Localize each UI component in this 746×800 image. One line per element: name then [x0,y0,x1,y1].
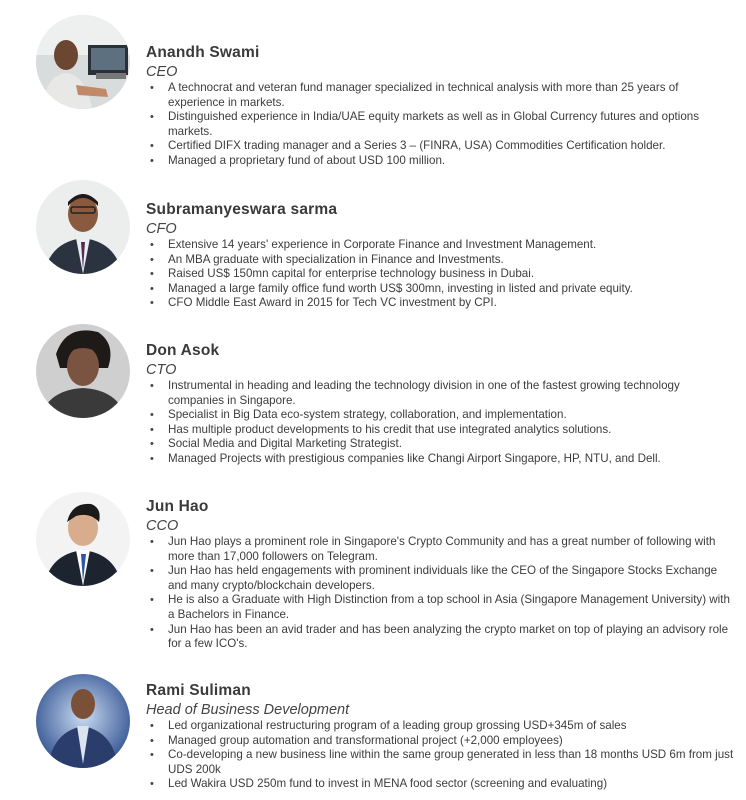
list-item: • Led organizational restructuring program of a leading group grossing USD+345m of sales [146,719,734,734]
avatar [36,674,130,768]
list-item: • Managed group automation and transformational project (+2,000 employees) [146,734,734,749]
member-role: CTO [146,362,177,378]
avatar [36,180,130,274]
list-item: • Specialist in Big Data eco-system strategy, collaboration, and implementation. [146,408,734,423]
member-points [146,379,734,467]
member-name: Anandh Swami [146,44,260,61]
member-info [146,43,734,169]
avatar [36,324,130,418]
avatar [36,15,130,109]
member-points [146,535,734,652]
member-name: Rami Suliman [146,682,251,699]
list-item: • Managed a large family office fund worth US$ 300mn, investing in listed and private equity. [146,282,734,297]
list-item: • Co-developing a new business line within the same group generated in less than 18 months USD 6m from just UDS 200k [146,748,734,777]
list-item: • CFO Middle East Award in 2015 for Tech VC investment by CPI. [146,296,734,311]
member-role: CFO [146,221,177,237]
list-item: • He is also a Graduate with High Distinction from a top school in Asia (Singapore Management University) with a Bachelors in Finance. [146,593,734,622]
list-item: • Instrumental in heading and leading the technology division in one of the fastest growing technology companies in Singapore. [146,379,734,408]
member-role: CEO [146,64,178,80]
member-info [146,341,734,467]
list-item: • Managed a proprietary fund of about USD 100 million. [146,154,734,169]
list-item: • Jun Hao has held engagements with prominent individuals like the CEO of the Singapore Stocks Exchange and many crypto/blockchain developers. [146,564,734,593]
member-role: Head of Business Development [146,702,350,718]
list-item: • Jun Hao has been an avid trader and has been analyzing the crypto market on top of playing an advisory role for a few ICO's. [146,623,734,652]
member-info [146,200,734,311]
avatar [36,492,130,586]
list-item: • Extensive 14 years' experience in Corporate Finance and Investment Management. [146,238,734,253]
member-points [146,238,734,311]
list-item: • Social Media and Digital Marketing Strategist. [146,437,734,452]
list-item: • Raised US$ 150mn capital for enterprise technology business in Dubai. [146,267,734,282]
list-item: • A technocrat and veteran fund manager specialized in technical analysis with more than 25 years of experience in markets. [146,81,734,110]
list-item: • Has multiple product developments to his credit that use integrated analytics solutions. [146,423,734,438]
member-points [146,719,734,792]
list-item: • Managed Projects with prestigious companies like Changi Airport Singapore, HP, NTU, and Dell. [146,452,734,467]
member-info [146,681,734,792]
list-item: • Distinguished experience in India/UAE equity markets as well as in Global Currency futures and options markets. [146,110,734,139]
member-info [146,497,734,652]
member-name: Subramanyeswara sarma [146,201,338,218]
list-item: • An MBA graduate with specialization in Finance and Investments. [146,253,734,268]
member-name: Don Asok [146,342,220,359]
member-name: Jun Hao [146,498,209,515]
member-points [146,81,734,169]
member-role: CCO [146,518,179,534]
list-item: • Led Wakira USD 250m fund to invest in MENA food sector (screening and evaluating) [146,777,734,792]
list-item: • Certified DIFX trading manager and a Series 3 – (FINRA, USA) Commodities Certification holder. [146,139,734,154]
list-item: • Jun Hao plays a prominent role in Singapore's Crypto Community and has a great number of following with more than 17,000 followers on Telegram. [146,535,734,564]
